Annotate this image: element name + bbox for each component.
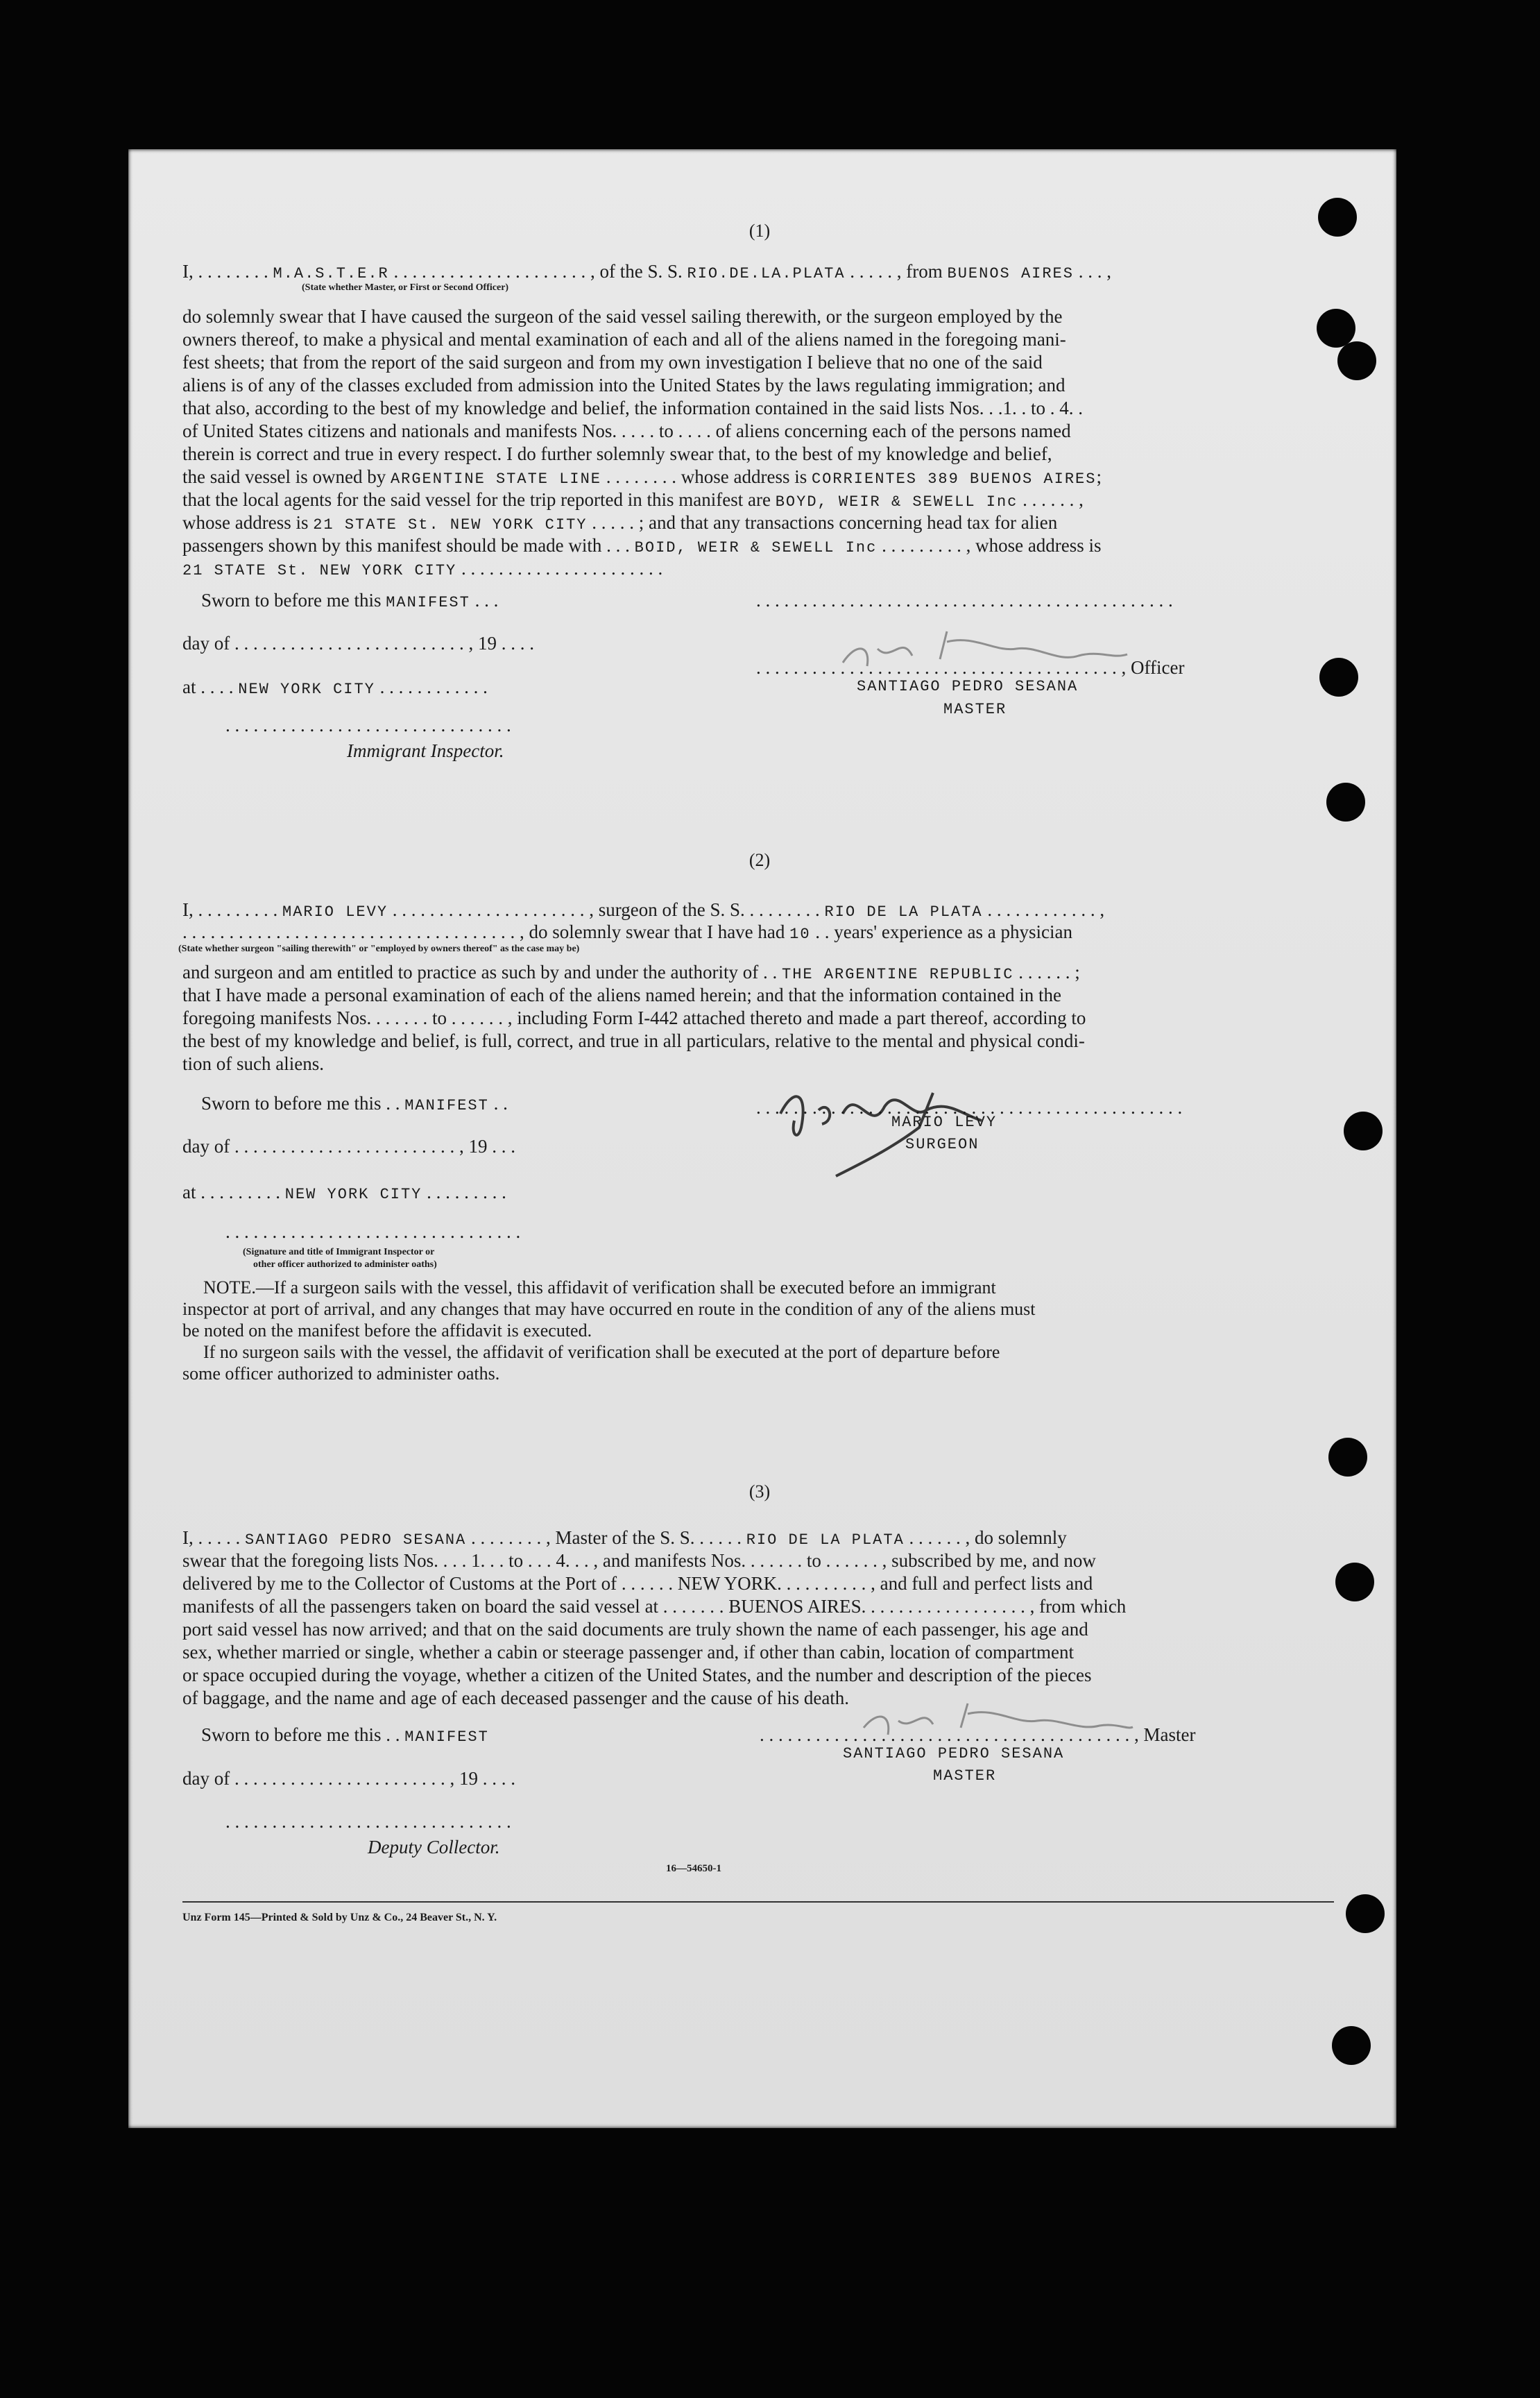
day-label: day of — [182, 633, 234, 654]
authority-line: and surgeon and am entitled to practice as such by and under the authority of . . THE ARGENTINE REPUBLIC . . . . . . ; — [182, 962, 1080, 983]
text-from: , from — [896, 261, 948, 282]
section-1-body-3: aliens is of any of the classes excluded from admission into the United States by the laws regulating immigration; and — [182, 375, 1066, 396]
inspector-signature-line: . . . . . . . . . . . . . . . . . . . . . . . . . . . . . . . — [225, 715, 511, 735]
section-1-body-1: owners thereof, to make a physical and mental examination of each and all of the aliens named in the foregoing mani- — [182, 329, 1066, 350]
year-label: , 19 — [459, 1136, 488, 1157]
master-label: , Master — [1134, 1724, 1196, 1745]
head-tax-address-value: 21 STATE St. NEW YORK CITY — [182, 562, 457, 579]
sworn-value: MANIFEST — [404, 1097, 489, 1114]
collector-label: Deputy Collector. — [368, 1837, 500, 1857]
note-line-4: some officer authorized to administer oaths. — [182, 1363, 500, 1384]
day-line-2: day of . . . . . . . . . . . . . . . . . . . . . . . . , 19 . . . — [182, 1136, 515, 1157]
section-2-line-2: . . . . . . . . . . . . . . . . . . . . . . . . . . . . . . . . . . . . , do solemnly swear that I have had 10 . . years' experience as a physician — [182, 921, 1072, 943]
section-3-body-0: swear that the foregoing lists Nos. . . . 1. . . to . . . 4. . . , and manifests Nos. . . . . . . to . . . . . . , subscribed by me, and now — [182, 1550, 1096, 1571]
section-2-body-3: tion of such aliens. — [182, 1053, 324, 1074]
vessel-value: RIO.DE.LA.PLATA — [687, 265, 846, 282]
section-3-number: (3) — [748, 1481, 771, 1502]
section-1-number: (1) — [748, 221, 771, 241]
agents-line: that the local agents for the said vessel for the trip reported in this manifest are BOYD, WEIR & SEWELL Inc . . . . . . , — [182, 489, 1084, 511]
sworn-label: Sworn to before me this — [201, 1724, 386, 1745]
officer-name: SANTIAGO PEDRO SESANA — [857, 678, 1079, 695]
binder-hole — [1318, 198, 1357, 237]
surgeon-signature-line: . . . . . . . . . . . . . . . . . . . . . . . . . . . . . . . . . . . . . . . . . . . . . . — [756, 1097, 1183, 1118]
agents-value: BOYD, WEIR & SEWELL Inc — [775, 493, 1018, 511]
sworn-line-2: Sworn to before me this . . MANIFEST . . — [201, 1093, 508, 1114]
authority-value: THE ARGENTINE REPUBLIC — [782, 966, 1014, 983]
officer-signature-line-top: . . . . . . . . . . . . . . . . . . . . . . . . . . . . . . . . . . . . . . . . . . . . . — [756, 590, 1173, 611]
owner-value: ARGENTINE STATE LINE — [390, 470, 601, 488]
oath-signature-line: . . . . . . . . . . . . . . . . . . . . . . . . . . . . . . . . — [225, 1221, 521, 1242]
text-suffix: , do solemnly — [965, 1527, 1067, 1548]
note-line-1: inspector at port of arrival, and any changes that may have occurred en route in the condition of any of the aliens must — [182, 1299, 1036, 1319]
text-mid: , Master of the S. S. — [546, 1527, 700, 1548]
section-2-body-0: that I have made a personal examination of each of the aliens named herein; and that the information contained in the — [182, 985, 1062, 1005]
at-line-2: at . . . . . . . . . NEW YORK CITY . . . . . . . . . — [182, 1182, 506, 1203]
binder-hole — [1317, 309, 1355, 348]
oath-hint-1: (Signature and title of Immigrant Inspector or — [243, 1247, 435, 1257]
text-suffix: , whose address is — [966, 535, 1102, 556]
section-2-body-2: the best of my knowledge and belief, is full, correct, and true in all particulars, relative to the mental and physical condi- — [182, 1030, 1085, 1051]
note-line-0: NOTE.—If a surgeon sails with the vessel, this affidavit of verification shall be executed before an immigrant — [203, 1277, 996, 1298]
owner-line: the said vessel is owned by ARGENTINE STATE LINE . . . . . . . . whose address is CORRIENTES 389 BUENOS AIRES; — [182, 466, 1102, 488]
surgeon-name-value: MARIO LEVY — [282, 903, 388, 921]
section-3-body-2: manifests of all the passengers taken on board the said vessel at . . . . . . . BUENOS AIRES. . . . . . . . . . . . . . . . . . , from which — [182, 1596, 1127, 1617]
sworn-value: MANIFEST — [386, 594, 470, 611]
day-line-1: day of . . . . . . . . . . . . . . . . . . . . . . . . . , 19 . . . . — [182, 633, 534, 654]
whose-address-line: whose address is 21 STATE St. NEW YORK CITY . . . . . ; and that any transactions concerning head tax for alien — [182, 512, 1058, 534]
binder-hole — [1328, 1438, 1367, 1477]
binder-hole — [1344, 1112, 1383, 1150]
footer-divider — [182, 1901, 1334, 1903]
text-prefix: the said vessel is owned by — [182, 466, 391, 487]
printer-credit: Unz Form 145—Printed & Sold by Unz & Co., 24 Beaver St., N. Y. — [182, 1912, 497, 1923]
text-prefix: I, — [182, 1527, 198, 1548]
master-vessel-value: RIO DE LA PLATA — [746, 1531, 905, 1549]
section-3-body-1: delivered by me to the Collector of Customs at the Port of . . . . . . NEW YORK. . . . . . . . . . , and full and perfect lists and — [182, 1573, 1093, 1594]
text-prefix: whose address is — [182, 512, 314, 533]
master-name-value: SANTIAGO PEDRO SESANA — [245, 1531, 467, 1549]
section-1-line-1: I, . . . . . . . . M.A.S.T.E.R . . . . . . . . . . . . . . . . . . . . . , of the S. S. RIO.DE.LA.PLATA . . . . . , from BUENOS AIRES . . . , — [182, 261, 1111, 282]
sworn-value: MANIFEST — [404, 1728, 489, 1746]
section-2-body-1: foregoing manifests Nos. . . . . . . to . . . . . . , including Form I-442 attached thereto and made a part thereof, according to — [182, 1007, 1086, 1028]
port-value: BUENOS AIRES — [947, 265, 1074, 282]
section-1-body-5: of United States citizens and nationals and manifests Nos. . . . . to . . . . of aliens concerning each of the persons named — [182, 420, 1071, 441]
text-suffix: ; and that any transactions concerning head tax for alien — [638, 512, 1058, 533]
sworn-label: Sworn to before me this — [201, 1093, 386, 1114]
inspector-label: Immigrant Inspector. — [347, 740, 504, 761]
note-line-3: If no surgeon sails with the vessel, the affidavit of verification shall be executed at the port of departure before — [203, 1342, 1000, 1362]
section-1-body-6: therein is correct and true in every respect. I do further solemnly swear that, to the best of my knowledge and belief, — [182, 443, 1052, 464]
surgeon-title: SURGEON — [905, 1136, 979, 1153]
master-signature-line: . . . . . . . . . . . . . . . . . . . . . . . . . . . . . . . . . . . . . . . . , Master — [760, 1724, 1196, 1745]
day-line-3: day of . . . . . . . . . . . . . . . . . . . . . . . , 19 . . . . — [182, 1768, 515, 1789]
binder-hole — [1335, 1563, 1374, 1601]
head-tax-party-value: BOID, WEIR & SEWELL Inc — [634, 539, 878, 556]
collector-signature-line: . . . . . . . . . . . . . . . . . . . . . . . . . . . . . . . — [225, 1811, 511, 1832]
binder-hole — [1337, 341, 1376, 380]
officer-title: MASTER — [943, 701, 1007, 718]
text-prefix: I, — [182, 261, 198, 282]
section-2-line-1: I, . . . . . . . . . MARIO LEVY . . . . . . . . . . . . . . . . . . . . . , surgeon of the S. S. . . . . . . . . RIO DE LA PLATA . . . . . . . . . . . . , — [182, 899, 1105, 921]
surgeon-hint: (State whether surgeon "sailing therewith" or "employed by owners thereof" as the case may be) — [178, 944, 580, 954]
text-prefix: that the local agents for the said vessel for the trip reported in this manifest are — [182, 489, 776, 510]
at-value: NEW YORK CITY — [284, 1186, 422, 1203]
agents-address-value: 21 STATE St. NEW YORK CITY — [313, 516, 588, 534]
year-label: , 19 — [450, 1768, 478, 1789]
text-prefix: I, — [182, 899, 198, 920]
officer-signature-line: . . . . . . . . . . . . . . . . . . . . . . . . . . . . . . . . . . . . . . . , Officer — [756, 657, 1185, 678]
at-line-1: at . . . . NEW YORK CITY . . . . . . . . . . . . — [182, 677, 488, 698]
rank-hint: (State whether Master, or First or Second Officer) — [302, 282, 509, 293]
years-value: 10 — [789, 926, 811, 943]
day-label: day of — [182, 1136, 234, 1157]
year-label: , 19 — [468, 633, 497, 654]
at-label: at — [182, 1182, 201, 1202]
sworn-line-1: Sworn to before me this MANIFEST . . . — [201, 590, 499, 611]
form-code: 16—54650-1 — [666, 1863, 721, 1874]
master-signature-1 — [836, 621, 1134, 680]
binder-hole — [1319, 658, 1358, 697]
section-3-body-6: of baggage, and the name and age of each deceased passenger and the cause of his death. — [182, 1687, 850, 1708]
section-3-body-4: sex, whether married or single, whether a cabin or steerage passenger and, if other than cabin, location of compartment — [182, 1642, 1075, 1663]
sworn-line-3: Sworn to before me this . . MANIFEST — [201, 1724, 489, 1746]
sworn-label: Sworn to before me this — [201, 590, 386, 611]
oath-hint-2: other officer authorized to administer oaths) — [253, 1259, 437, 1270]
text-mid: , of the S. S. — [590, 261, 687, 282]
text-mid: , surgeon of the S. S. — [589, 899, 750, 920]
section-3-body-3: port said vessel has now arrived; and that on the said documents are truly shown the name of each passenger, his age and — [182, 1619, 1088, 1640]
master-name: SANTIAGO PEDRO SESANA — [843, 1745, 1065, 1762]
officer-label: , Officer — [1121, 657, 1185, 678]
at-value: NEW YORK CITY — [238, 681, 375, 698]
section-1-body-2: fest sheets; that from the report of the said surgeon and from my own investigation I believe that no one of the said — [182, 352, 1043, 373]
text-mid: , do solemnly swear that I have had — [520, 921, 790, 942]
owner-address-value: CORRIENTES 389 BUENOS AIRES — [811, 470, 1097, 488]
at-label: at — [182, 677, 201, 697]
note-line-2: be noted on the manifest before the affidavit is executed. — [182, 1320, 592, 1341]
section-1-body-0: do solemnly swear that I have caused the surgeon of the said vessel sailing therewith, or the surgeon employed by the — [182, 306, 1063, 327]
binder-hole — [1332, 2026, 1371, 2065]
binder-hole — [1326, 783, 1365, 822]
section-3-body-5: or space occupied during the voyage, whether a citizen of the United States, and the number and description of the pieces — [182, 1665, 1092, 1685]
final-address-line: 21 STATE St. NEW YORK CITY . . . . . . . . . . . . . . . . . . . . . . — [182, 558, 663, 579]
text-mid: whose address is — [681, 466, 812, 487]
master-title: MASTER — [933, 1767, 997, 1785]
section-2-number: (2) — [748, 850, 771, 870]
section-1-body-4: that also, according to the best of my knowledge and belief, the information contained in the said lists Nos. . .1. . to . 4. . — [182, 398, 1083, 418]
rank-value: M.A.S.T.E.R — [273, 265, 389, 282]
text-prefix: passengers shown by this manifest should be made with — [182, 535, 607, 556]
manifest-affidavit-page — [128, 149, 1396, 2128]
text-prefix: and surgeon and am entitled to practice as such by and under the authority of — [182, 962, 763, 983]
section-3-line-1: I, . . . . . SANTIAGO PEDRO SESANA . . . . . . . . , Master of the S. S. . . . . . RIO DE LA PLATA . . . . . . , do solemnly — [182, 1527, 1067, 1549]
binder-hole — [1346, 1894, 1385, 1933]
day-label: day of — [182, 1768, 234, 1789]
text-suffix: years' experience as a physician — [834, 921, 1072, 942]
surgeon-vessel-value: RIO DE LA PLATA — [824, 903, 983, 921]
surgeon-name: MARIO LEVY — [891, 1114, 998, 1131]
passengers-line: passengers shown by this manifest should be made with . . . BOID, WEIR & SEWELL Inc . . . . . . . . . , whose address is — [182, 535, 1102, 556]
master-signature-2 — [857, 1697, 1134, 1745]
